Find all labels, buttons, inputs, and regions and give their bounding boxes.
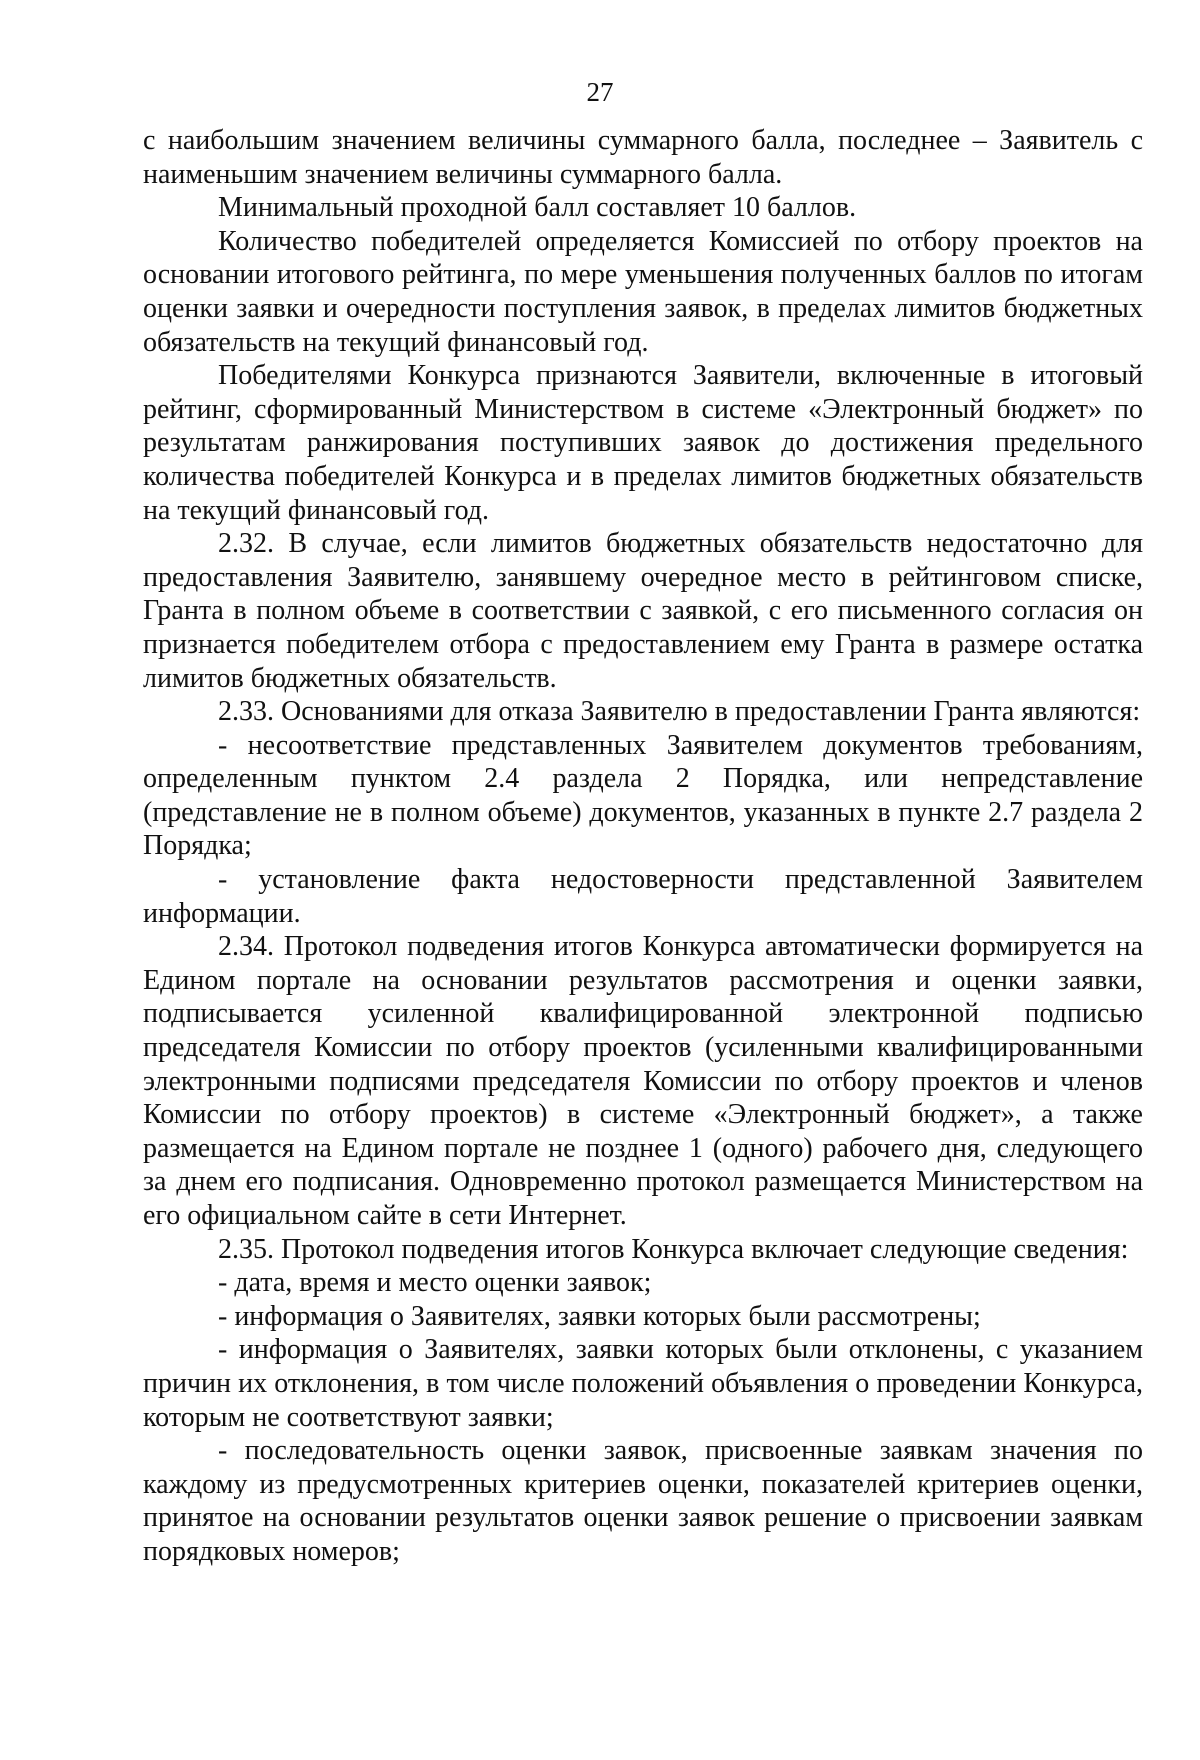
paragraph: - несоответствие представленных Заявителем документов требованиям, определенным пунктом 2.4 раздела 2 Порядка, или непредставление (представление не в полном объеме) документов, указанных в пункте 2.7 раздела 2 Порядка;	[143, 729, 1143, 862]
paragraph: 2.33. Основаниями для отказа Заявителю в предоставлении Гранта являются:	[218, 696, 1141, 728]
paragraph: Минимальный проходной балл составляет 10 баллов.	[218, 192, 857, 224]
paragraph: 2.35. Протокол подведения итогов Конкурса включает следующие сведения:	[218, 1233, 1129, 1265]
paragraph: - информация о Заявителях, заявки которых были рассмотрены;	[218, 1300, 981, 1332]
paragraph: с наибольшим значением величины суммарного балла, последнее – Заявитель с наименьшим значением величины суммарного балла.	[143, 125, 1143, 190]
paragraph: - дата, время и место оценки заявок;	[218, 1267, 652, 1299]
paragraph: 2.34. Протокол подведения итогов Конкурса автоматически формируется на Едином портале на основании результатов рассмотрения и оценки заявки, подписывается усиленной квалифицированной электронной подписью председателя Комиссии по отбору проектов (усиленными квалифицированными электронными подписями председателя Комиссии по отбору проектов и членов Комиссии по отбору проектов) в системе «Электронный бюджет», а также размещается на Едином портале не позднее 1 (одного) рабочего дня, следующего за днем его подписания. Одновременно протокол размещается Министерством на его официальном сайте в сети Интернет.	[143, 931, 1143, 1231]
paragraph: Победителями Конкурса признаются Заявители, включенные в итоговый рейтинг, сформированный Министерством в системе «Электронный бюджет» по результатам ранжирования поступивших заявок до достижения предельного количества победителей Конкурса и в пределах лимитов бюджетных обязательств на текущий финансовый год.	[143, 360, 1143, 526]
paragraph: Количество победителей определяется Комиссией по отбору проектов на основании итогового рейтинга, по мере уменьшения полученных баллов по итогам оценки заявки и очередности поступления заявок, в пределах лимитов бюджетных обязательств на текущий финансовый год.	[143, 225, 1143, 358]
paragraph: - последовательность оценки заявок, присвоенные заявкам значения по каждому из предусмотренных критериев оценки, показателей критериев оценки, принятое на основании результатов оценки заявок решение о присвоении заявкам порядковых номеров;	[143, 1435, 1143, 1567]
paragraph: - установление факта недостоверности представленной Заявителем информации.	[143, 864, 1143, 929]
paragraph: 2.32. В случае, если лимитов бюджетных обязательств недостаточно для предоставления Заявителю, занявшему очередное место в рейтинговом списке, Гранта в полном объеме в соответствии с заявкой, с его письменного согласия он признается победителем отбора с предоставлением ему Гранта в размере остатка лимитов бюджетных обязательств.	[143, 528, 1143, 694]
paragraph: - информация о Заявителях, заявки которых были отклонены, с указанием причин их отклонения, в том числе положений объявления о проведении Конкурса, которым не соответствуют заявки;	[143, 1334, 1143, 1433]
document-body	[143, 124, 1143, 1569]
page-number: 27	[586, 77, 614, 107]
